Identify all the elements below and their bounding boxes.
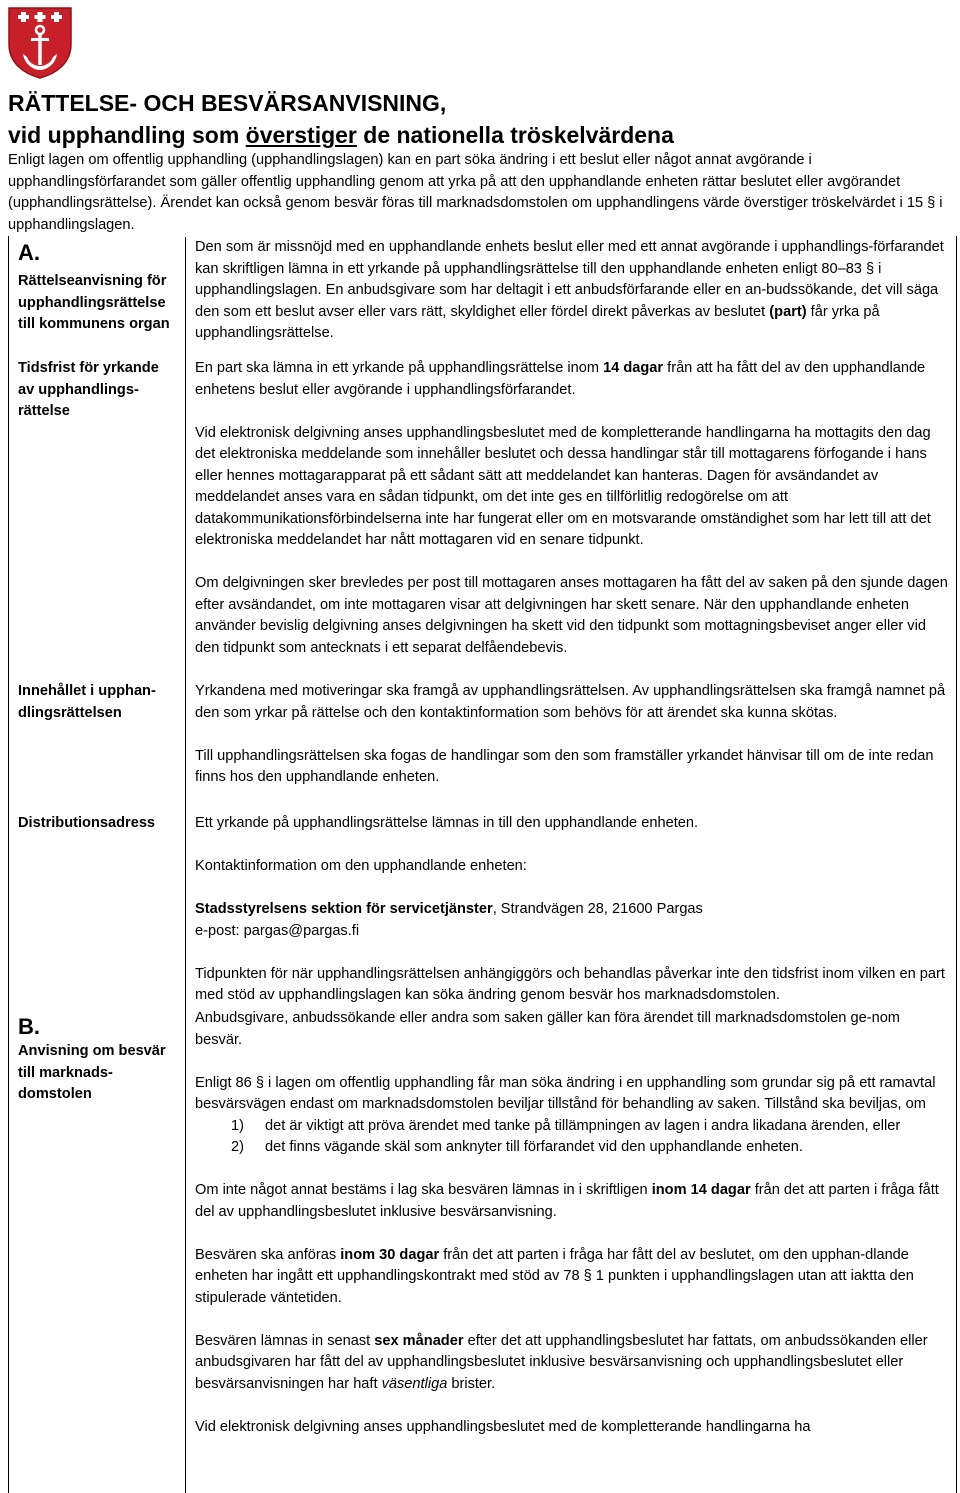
paragraph-b2: Enligt 86 § i lagen om offentlig upphandling får man söka ändring i en upphandling som grundar sig på ett ramavtal besvärsvägen endast om marknadsdomstolen beviljar tillstånd för behandling av saken. Tillstånd ska beviljas, om	[195, 1074, 936, 1112]
paragraph-b3: Om inte något annat bestäms i lag ska besvären lämnas in i skriftligen inom 14 dagar från det att parten i fråga fått del av upphandlingsbeslutet inklusive besvärsanvisning.	[195, 1182, 939, 1220]
label-besvar: Anvisning om besvär till marknads-domstolen	[18, 1043, 166, 1102]
list-item: 1) det är viktigt att pröva ärendet med tanke på tillämpningen av lagen i andra likadana ärenden, eller	[231, 1117, 901, 1134]
paragraph-a3: Vid elektronisk delgivning anses upphandlingsbeslutet med de kompletterande handlingarna ha mottagits den dag det elektroniska meddelande som innehåller beslutet och dessa handlingar står till mottagarens förfogande i hans eller hennes mottagarapparat på ett sådant sätt att meddelandet kan hanteras. Dagen för avsändandet av meddelandet anses vara en sådan tidpunkt, om det inte ges en tillförlitlig redogörelse om att datakommunikationsförbindelserna inte har fungerat eller om en motsvarande omständighet som har lett till att det elektroniska meddelandet har nått mottagaren vid en senare tidpunkt.	[195, 424, 931, 548]
paragraph-b5: Besvären lämnas in senast sex månader efter det att upphandlingsbeslutet har fattats, om anbudssökanden eller anbudsgivaren har fått del av upphandlingsbeslutet inklusive besvärsanvisning och upphandlingsbeslutet eller besvärsanvisningen har haft väsentliga brister.	[195, 1332, 928, 1392]
contact-address: Stadsstyrelsens sektion för servicetjänster, Strandvägen 28, 21600 Pargas	[195, 901, 703, 917]
paragraph-a4: Om delgivningen sker brevledes per post till mottagaren anses mottagaren ha fått del av saken på den sjunde dagen efter avsändandet, om inte mottagaren visar att delgivningen har skett senare. När den upphandlande enheten använder bevislig delgivning anses delgivningen ha skett vid den tidpunkt som mottagningsbeviset anger eller vid den tidpunkt som antecknats i ett separat delfåendebevis.	[195, 575, 948, 656]
paragraph-a7: Ett yrkande på upphandlingsrättelse lämnas in till den upphandlande enheten.	[195, 815, 699, 831]
distribution-content	[195, 813, 951, 1007]
section-b-letter: B.	[18, 1014, 40, 1039]
paragraph-b1: Anbudsgivare, anbudssökande eller andra som saken gäller kan föra ärendet till marknadsdomstolen ge-nom besvär.	[195, 1010, 900, 1048]
pargas-coat-of-arms-logo	[7, 6, 73, 80]
label-distributionsadress: Distributionsadress	[18, 815, 156, 831]
document-title: RÄTTELSE- OCH BESVÄRSANVISNING,	[8, 90, 447, 116]
document-subtitle: vid upphandling som överstiger de nationella tröskelvärdena	[8, 122, 674, 148]
contact-email: e-post: pargas@pargas.fi	[195, 922, 360, 939]
paragraph-a1: Den som är missnöjd med en upphandlande enhets beslut eller med ett annat avgörande i upphandlings-förfarandet kan skriftligen lämna in ett yrkande på upphandlingsrättelse till den upphandlande enheten enligt 80–83 § i upphandlingslagen. En anbudsgivare som har deltagit i ett anbudsförfarande eller en an-budssökande, det vill säga den som ett beslut avser eller vars rätt, skyldighet eller fördel direkt påverkas av beslutet (part) får yrka på upphandlingsrättelse.	[195, 239, 944, 341]
label-tidsfrist: Tidsfrist för yrkande av upphandlings-rättelse	[18, 360, 159, 419]
section-b-content	[195, 1008, 951, 1438]
intro-paragraph: Enligt lagen om offentlig upphandling (upphandlingslagen) kan en part söka ändring i ett beslut eller något annat avgörande i upphandlingsförfarandet som gäller offentlig upphandling genom att yrka på att den upphandlande enheten rättar beslutet eller avgörandet (upphandlingsrättelse). Ärendet kan också genom besvär föras till marknadsdomstolen om upphandlingens värde överstiger tröskelvärdet i 15 § i upphandlingslagen.	[8, 152, 943, 233]
paragraph-a5: Yrkandena med motiveringar ska framgå av upphandlingsrättelsen. Av upphandlingsrättelsen ska framgå namnet på den som yrkar på rättelse och den kontaktinformation som behövs för att ärendet ska kunna skötas.	[195, 683, 946, 721]
tidsfrist-content	[195, 358, 951, 659]
innehall-content	[195, 681, 951, 789]
paragraph-a9: Tidpunkten för när upphandlingsrättelsen anhängiggörs och behandlas påverkar inte den tidsfrist inom vilken en part med stöd av upphandlingslagen kan söka ändring genom besvär hos marknadsdomstolen.	[195, 965, 945, 1003]
label-innehall: Innehållet i upphan-dlingsrättelsen	[18, 683, 156, 721]
paragraph-a2: En part ska lämna in ett yrkande på upphandlingsrättelse inom 14 dagar från att ha fått del av den upphandlande enhetens beslut eller avgörande i upphandlingsförfarandet.	[195, 360, 926, 398]
section-a-content	[195, 237, 951, 345]
paragraph-b6: Vid elektronisk delgivning anses upphandlingsbeslutet med de kompletterande handlingarna ha	[195, 1418, 811, 1435]
condition-list	[195, 1116, 951, 1159]
list-item: 2) det finns vägande skäl som anknyter till förfarandet vid den upphandlande enheten.	[231, 1139, 803, 1155]
paragraph-b4: Besvären ska anföras inom 30 dagar från det att parten i fråga har fått del av beslutet, om den upphan-dlande enheten har ingått ett upphandlingskontrakt med stöd av 78 § 1 punkten i upphandlingslagen utan att iaktta den stipulerade väntetiden.	[195, 1246, 914, 1306]
section-a-letter: A.	[18, 240, 40, 265]
column-divider	[185, 237, 186, 1493]
paragraph-a6: Till upphandlingsrättelsen ska fogas de handlingar som den som framställer yrkandet hänvisar till om de inte redan finns hos den upphandlande enheten.	[195, 747, 934, 785]
paragraph-a8: Kontaktinformation om den upphandlande enheten:	[195, 858, 527, 874]
label-rattelseanvisning: Rättelseanvisning för upphandlingsrättelse till kommunens organ	[18, 273, 170, 332]
